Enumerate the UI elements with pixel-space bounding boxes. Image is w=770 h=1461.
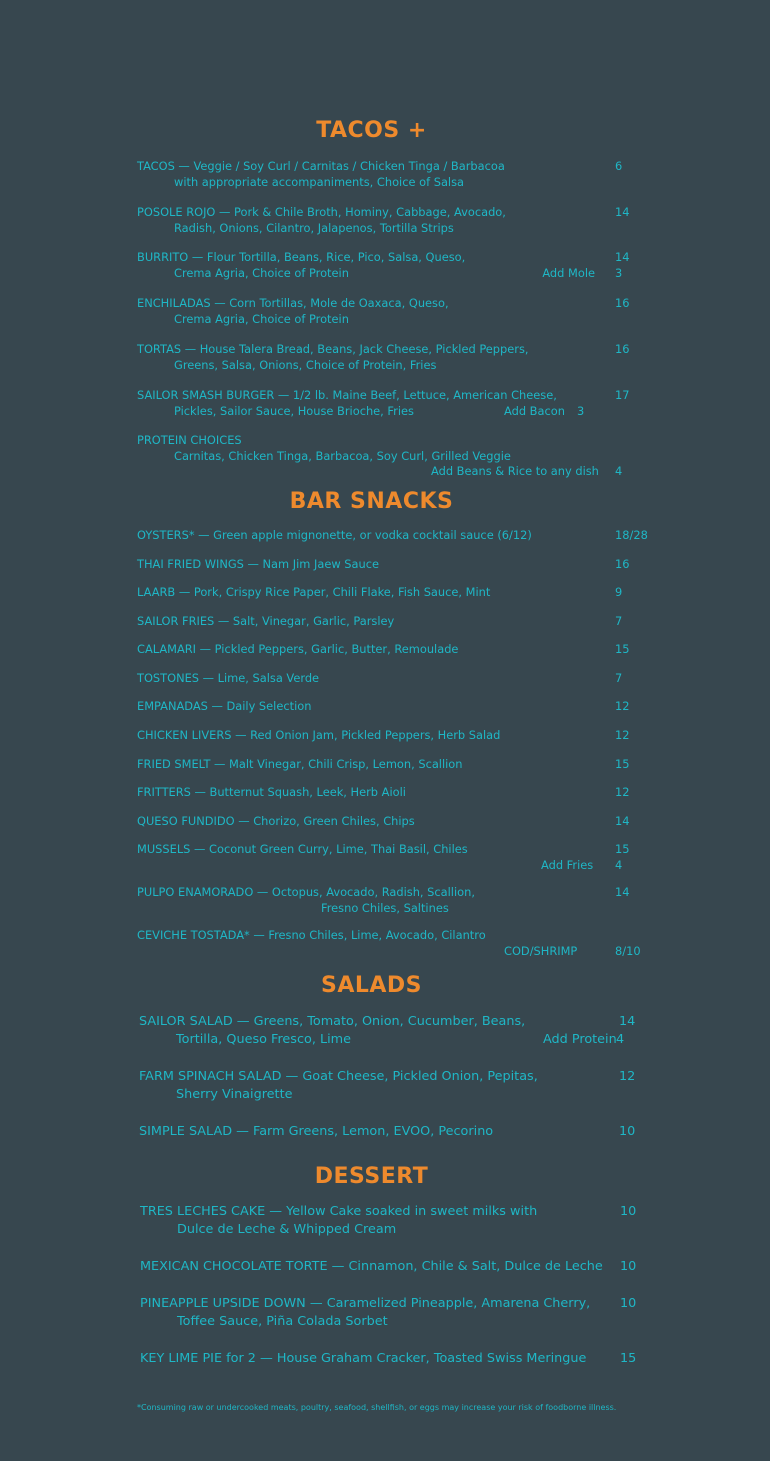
menu-item-ceviche-tostada (137, 928, 657, 959)
item-description: KEY LIME PIE for 2 — House Graham Cracker, Toasted Swiss Meringue (140, 1351, 587, 1366)
item-price: 14 (615, 814, 630, 828)
item-price: 10 (620, 1296, 637, 1311)
protein-choices (137, 433, 657, 480)
menu-item-tortas (137, 342, 657, 373)
menu-item-mussels (137, 842, 657, 873)
addon-price: 4 (615, 857, 623, 872)
item-description-cont: Toffee Sauce, Piña Colada Sorbet (177, 1314, 388, 1329)
section-title-tacos: TACOS + (316, 118, 427, 143)
item-price: 12 (619, 1069, 636, 1084)
item-description-cont: Dulce de Leche & Whipped Cream (177, 1222, 397, 1237)
item-description: ENCHILADAS — Corn Tortillas, Mole de Oaxaca, Queso, (137, 296, 449, 310)
option-label: COD/SHRIMP (504, 943, 578, 958)
item-description: MUSSELS — Coconut Green Curry, Lime, Thai Basil, Chiles (137, 842, 468, 856)
item-price: 12 (615, 728, 630, 742)
menu-item-fried-smelt (137, 757, 657, 773)
menu-item-tostones (137, 671, 657, 687)
item-description: CEVICHE TOSTADA* — Fresno Chiles, Lime, Avocado, Cilantro (137, 928, 486, 942)
item-price: 15 (615, 757, 630, 771)
item-price: 12 (615, 785, 630, 799)
item-price: 7 (615, 614, 623, 628)
item-description-cont: Tortilla, Queso Fresco, Lime (176, 1032, 351, 1047)
item-description-cont: Fresno Chiles, Saltines (321, 900, 449, 915)
menu-item-pineapple-upside-down (140, 1296, 660, 1332)
menu-item-simple-salad (139, 1124, 659, 1142)
menu-item-sailor-salad (139, 1014, 659, 1050)
addon-price: 4 (616, 1032, 625, 1047)
item-description: SAILOR SMASH BURGER — 1/2 lb. Maine Beef, Lettuce, American Cheese, (137, 388, 557, 402)
item-description: PULPO ENAMORADO — Octopus, Avocado, Radish, Scallion, (137, 885, 475, 899)
item-price: 10 (620, 1204, 637, 1219)
menu-item-laarb (137, 585, 657, 601)
menu-item-sailor-fries (137, 614, 657, 630)
addon-price: 4 (615, 464, 623, 478)
item-description: BURRITO — Flour Tortilla, Beans, Rice, Pico, Salsa, Queso, (137, 250, 466, 264)
item-description: FRIED SMELT — Malt Vinegar, Chili Crisp, Lemon, Scallion (137, 757, 463, 771)
item-price: 16 (615, 557, 630, 571)
menu-item-thai-fried-wings (137, 557, 657, 573)
protein-choices-heading: PROTEIN CHOICES (137, 433, 242, 447)
item-description-cont: Crema Agria, Choice of Protein (174, 311, 349, 326)
item-price: 16 (615, 296, 630, 310)
section-title-salads: SALADS (320, 973, 423, 998)
addon-price: 3 (615, 265, 623, 280)
item-price: 15 (615, 842, 630, 856)
item-description-cont: Sherry Vinaigrette (176, 1087, 293, 1102)
item-description: TACOS — Veggie / Soy Curl / Carnitas / Chicken Tinga / Barbacoa (137, 159, 505, 173)
item-price: 14 (615, 885, 630, 899)
menu-item-farm-spinach-salad (139, 1069, 659, 1105)
item-price: 16 (615, 342, 630, 356)
menu-item-mexican-chocolate-torte (140, 1259, 660, 1277)
item-price: 14 (615, 205, 630, 219)
item-description: LAARB — Pork, Crispy Rice Paper, Chili Flake, Fish Sauce, Mint (137, 585, 491, 599)
menu-item-empanadas (137, 699, 657, 715)
item-price: 18/28 (615, 528, 648, 542)
item-description-cont: Greens, Salsa, Onions, Choice of Protein, Fries (174, 357, 437, 372)
menu-item-oysters (137, 528, 657, 544)
item-description: SIMPLE SALAD — Farm Greens, Lemon, EVOO, Pecorino (139, 1124, 494, 1139)
section-title-dessert: DESSERT (314, 1164, 429, 1189)
protein-choices-list: Carnitas, Chicken Tinga, Barbacoa, Soy Curl, Grilled Veggie (174, 448, 511, 463)
item-description: TRES LECHES CAKE — Yellow Cake soaked in sweet milks with (140, 1204, 538, 1219)
item-price: 10 (619, 1124, 636, 1139)
item-price: 10 (620, 1259, 637, 1274)
item-description: OYSTERS* — Green apple mignonette, or vodka cocktail sauce (6/12) (137, 528, 532, 542)
item-price: 14 (619, 1014, 636, 1029)
item-description-cont: Pickles, Sailor Sauce, House Brioche, Fries (174, 403, 414, 418)
item-price: 7 (615, 671, 623, 685)
item-description-cont: with appropriate accompaniments, Choice of Salsa (174, 174, 464, 189)
item-description: THAI FRIED WINGS — Nam Jim Jaew Sauce (137, 557, 379, 571)
menu-item-key-lime-pie (140, 1351, 660, 1369)
addon-price: 3 (577, 403, 585, 418)
menu-item-tres-leches-cake (140, 1204, 660, 1240)
addon-label: Add Protein (543, 1032, 617, 1047)
item-description: SAILOR SALAD — Greens, Tomato, Onion, Cucumber, Beans, (139, 1014, 526, 1029)
addon-label: Add Fries (541, 857, 594, 872)
addon-label: Add Beans & Rice to any dish (431, 464, 599, 478)
item-description: TOSTONES — Lime, Salsa Verde (137, 671, 320, 685)
item-price: 8/10 (615, 943, 641, 958)
item-description: POSOLE ROJO — Pork & Chile Broth, Hominy, Cabbage, Avocado, (137, 205, 506, 219)
item-price: 15 (615, 642, 630, 656)
item-description-cont: Crema Agria, Choice of Protein (174, 265, 349, 280)
item-description: FRITTERS — Butternut Squash, Leek, Herb Aioli (137, 785, 406, 799)
item-price: 6 (615, 159, 623, 173)
menu-item-burrito (137, 250, 657, 281)
item-description: QUESO FUNDIDO — Chorizo, Green Chiles, Chips (137, 814, 415, 828)
menu-item-sailor-smash-burger (137, 388, 657, 419)
menu-item-tacos (137, 159, 657, 190)
menu-item-queso-fundido (137, 814, 657, 830)
menu-item-calamari (137, 642, 657, 658)
menu-item-posole-rojo (137, 205, 657, 236)
item-description: CHICKEN LIVERS — Red Onion Jam, Pickled Peppers, Herb Salad (137, 728, 501, 742)
item-price: 14 (615, 250, 630, 264)
item-description: FARM SPINACH SALAD — Goat Cheese, Pickled Onion, Pepitas, (139, 1069, 538, 1084)
item-price: 9 (615, 585, 623, 599)
item-description: CALAMARI — Pickled Peppers, Garlic, Butter, Remoulade (137, 642, 459, 656)
addon-label: Add Mole (542, 265, 595, 280)
item-price: 15 (620, 1351, 637, 1366)
menu-item-chicken-livers (137, 728, 657, 744)
section-title-bar-snacks: BAR SNACKS (289, 489, 454, 514)
item-description: MEXICAN CHOCOLATE TORTE — Cinnamon, Chile & Salt, Dulce de Leche (140, 1259, 603, 1274)
item-description: SAILOR FRIES — Salt, Vinegar, Garlic, Parsley (137, 614, 395, 628)
menu-item-pulpo-enamorado (137, 885, 657, 916)
menu-item-fritters (137, 785, 657, 801)
item-price: 12 (615, 699, 630, 713)
item-price: 17 (615, 388, 630, 402)
item-description: TORTAS — House Talera Bread, Beans, Jack Cheese, Pickled Peppers, (137, 342, 529, 356)
item-description: EMPANADAS — Daily Selection (137, 699, 312, 713)
addon-label: Add Bacon (504, 403, 565, 418)
menu-item-enchiladas (137, 296, 657, 327)
item-description: PINEAPPLE UPSIDE DOWN — Caramelized Pineapple, Amarena Cherry, (140, 1296, 591, 1311)
item-description-cont: Radish, Onions, Cilantro, Jalapenos, Tortilla Strips (174, 220, 454, 235)
raw-food-disclaimer: *Consuming raw or undercooked meats, poultry, seafood, shellfish, or eggs may increase your risk of foodborne illness. (137, 1403, 617, 1412)
